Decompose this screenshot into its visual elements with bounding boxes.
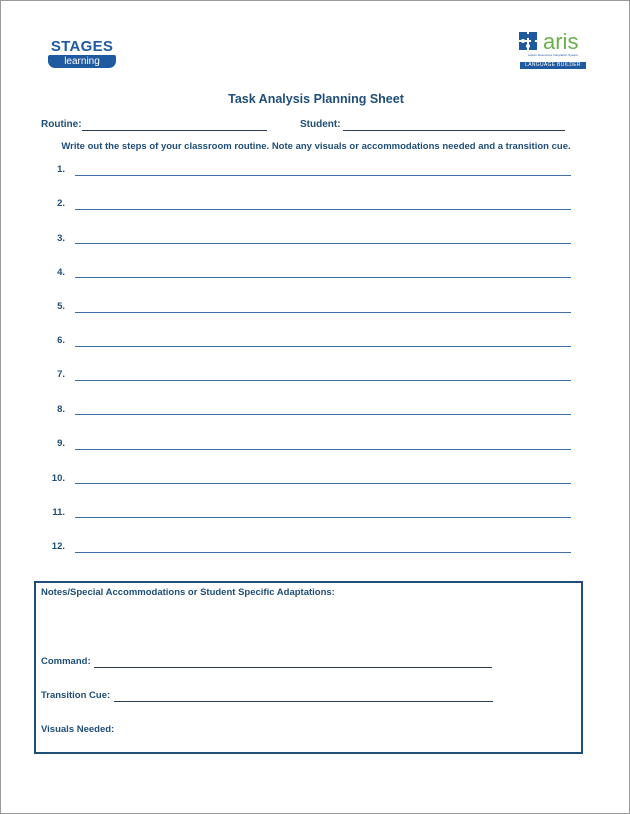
step-number: 4. [57,267,65,278]
step-number: 1. [57,164,65,175]
puzzle-icon [517,30,541,54]
student-label: Student: [300,119,341,130]
notes-box [34,581,583,754]
step-line[interactable] [75,277,571,278]
command-field[interactable] [94,667,492,668]
visuals-needed-label: Visuals Needed: [41,724,115,735]
step-line[interactable] [75,380,571,381]
student-field[interactable] [343,130,565,131]
step-line[interactable] [75,517,571,518]
step-line[interactable] [75,312,571,313]
step-number: 8. [57,404,65,415]
step-number: 6. [57,335,65,346]
step-line[interactable] [75,346,571,347]
command-label: Command: [41,656,91,667]
step-number: 10. [51,473,65,484]
stages-logo-sub: learning [48,55,116,68]
step-number: 7. [57,369,65,380]
step-number: 3. [57,233,65,244]
step-line[interactable] [75,483,571,484]
routine-label: Routine: [41,119,82,130]
notes-heading: Notes/Special Accommodations or Student Specific Adaptations: [41,587,335,598]
aris-logo [517,29,589,73]
step-number: 11. [52,507,65,518]
step-line[interactable] [75,243,571,244]
stages-logo-word: STAGES [50,38,114,55]
step-line[interactable] [75,414,571,415]
aris-logo-word: aris [543,29,579,54]
step-number: 5. [57,301,65,312]
aris-logo-tagline: Autism Resources Integration System [527,53,579,57]
step-line[interactable] [75,449,571,450]
step-number: 2. [57,198,65,209]
routine-field[interactable] [82,130,267,131]
transition-cue-label: Transition Cue: [41,690,111,701]
transition-cue-field[interactable] [114,701,493,702]
instructions-text: Write out the steps of your classroom routine. Note any visuals or accommodations needed and a transition cue. [61,141,571,152]
stages-learning-logo [45,39,119,71]
aris-logo-bar: LANGUAGE BUILDER [520,62,586,69]
step-line[interactable] [75,175,571,176]
page-title: Task Analysis Planning Sheet [228,92,404,106]
step-number: 12. [51,541,65,552]
step-line[interactable] [75,209,571,210]
step-line[interactable] [75,552,571,553]
step-number: 9. [57,438,65,449]
